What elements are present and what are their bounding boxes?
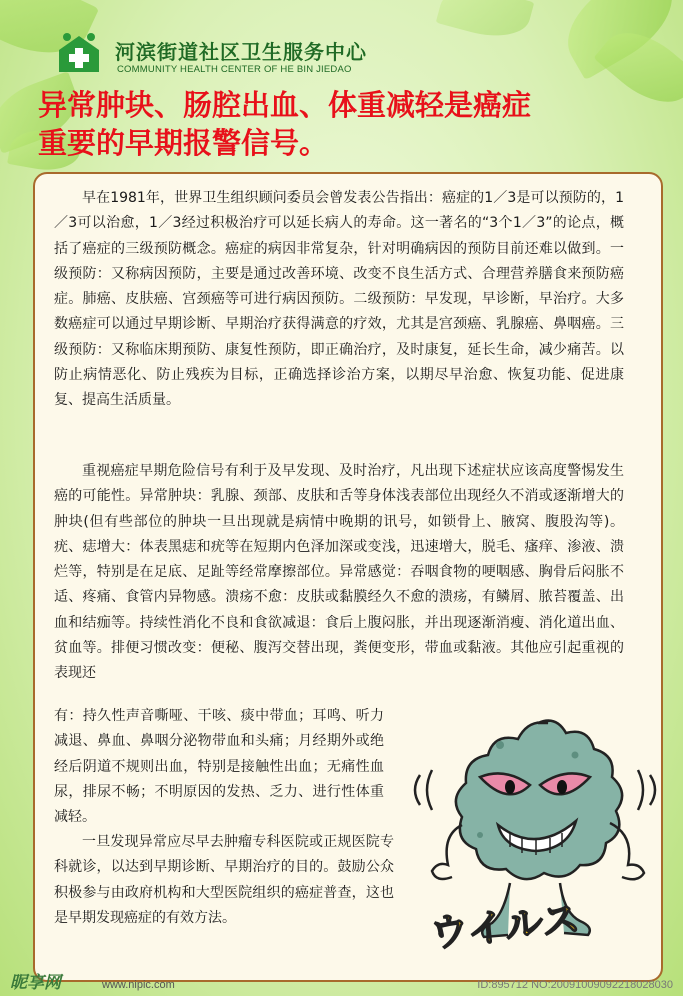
paragraph-2: 重视癌症早期危险信号有利于及早发现、及时治疗，凡出现下述症状应该高度警惕发生癌的可能性。异常肿块：乳腺、颈部、皮肤和舌等身体浅表部位出现经久不消或逐渐增大的肿块(但有些部位的肿块一旦出现就是病情中晚期的讯号，如锁骨上、腋窝、腹股沟等)。疣、痣增大：体表黑痣和疣等在短期内色泽加深或变浅，迅速增大，脱毛、瘙痒、渗液、溃烂等，特别是在足底、足趾等经常摩擦部位。异常感觉：吞咽食物的哽咽感、胸骨后闷胀不适、疼痛、食管内异物感。溃疡不愈：皮肤或黏膜经久不愈的溃疡，有鳞屑、脓苔覆盖、出血和结痂等。持续性消化不良和食欲减退：食后上腹闷胀，并出现逐渐消瘦、消化道出血、贫血等。排便习惯改变：便秘、腹泻交替出现，粪便变形，带血或黏液。其他应引起重视的表现还 (54, 463, 624, 682)
org-name-en: COMMUNITY HEALTH CENTER OF HE BIN JIEDAO (117, 64, 352, 75)
header (55, 30, 655, 80)
title-line-1: 异常肿块、肠腔出血、体重减轻是癌症 (38, 88, 532, 122)
org-name-cn: 河滨街道社区卫生服务中心 (115, 40, 367, 64)
watermark-url: www.nipic.com (102, 979, 175, 991)
paragraph-4: 一旦发现异常应尽早去肿瘤专科医院或正规医院专科就诊，以达到早期诊断、早期治疗的目的。鼓励公众积极参与由政府机构和大型医院组织的癌症普查，这也是早期发现癌症的有效方法。 (54, 834, 394, 926)
page-title (38, 86, 531, 162)
watermark-site: 昵享网 (10, 973, 61, 992)
virus-cartoon-icon (410, 715, 665, 970)
paragraph-1: 早在1981年，世界卫生组织顾问委员会曾发表公告指出：癌症的1／3是可以预防的，1／3可以治愈，1／3经过积极治疗可以延长病人的寿命。这一著名的“3个1／3”的论点，概括了癌症的三级预防概念。癌症的病因非常复杂，针对明确病因的预防目前还难以做到。一级预防：又称病因预防，主要是通过改善环境、改变不良生活方式、合理营养膳食来预防癌症。肺癌、皮肤癌、宫颈癌等可进行病因预防。二级预防：早发现，早诊断，早治疗。大多数癌症可以通过早期诊断、早期治疗获得满意的疗效，尤其是宫颈癌、乳腺癌、鼻咽癌。三级预防：又称临床期预防、康复性预防，即正确治疗，及时康复，延长生命，减少痛苦。以防止病情恶化、防止残疾为目标，正确选择诊治方案，以期尽早治愈、恢复功能、促进康复、提高生活质量。 (54, 190, 624, 409)
illustration-caption: ウイルス (428, 896, 582, 956)
health-cross-house-icon (55, 30, 103, 74)
title-line-2: 重要的早期报警信号。 (38, 126, 329, 160)
watermark-id: ID:895712 NO:20091009092218028030 (477, 979, 673, 991)
paragraph-3: 有：持久性声音嘶哑、干咳、痰中带血；耳鸣、听力减退、鼻血、鼻咽分泌物带血和头痛；月经期外或绝经后阴道不规则出血，特别是接触性出血；无痛性血尿，排尿不畅；不明原因的发热、乏力、进行性体重减轻。 (54, 708, 384, 826)
